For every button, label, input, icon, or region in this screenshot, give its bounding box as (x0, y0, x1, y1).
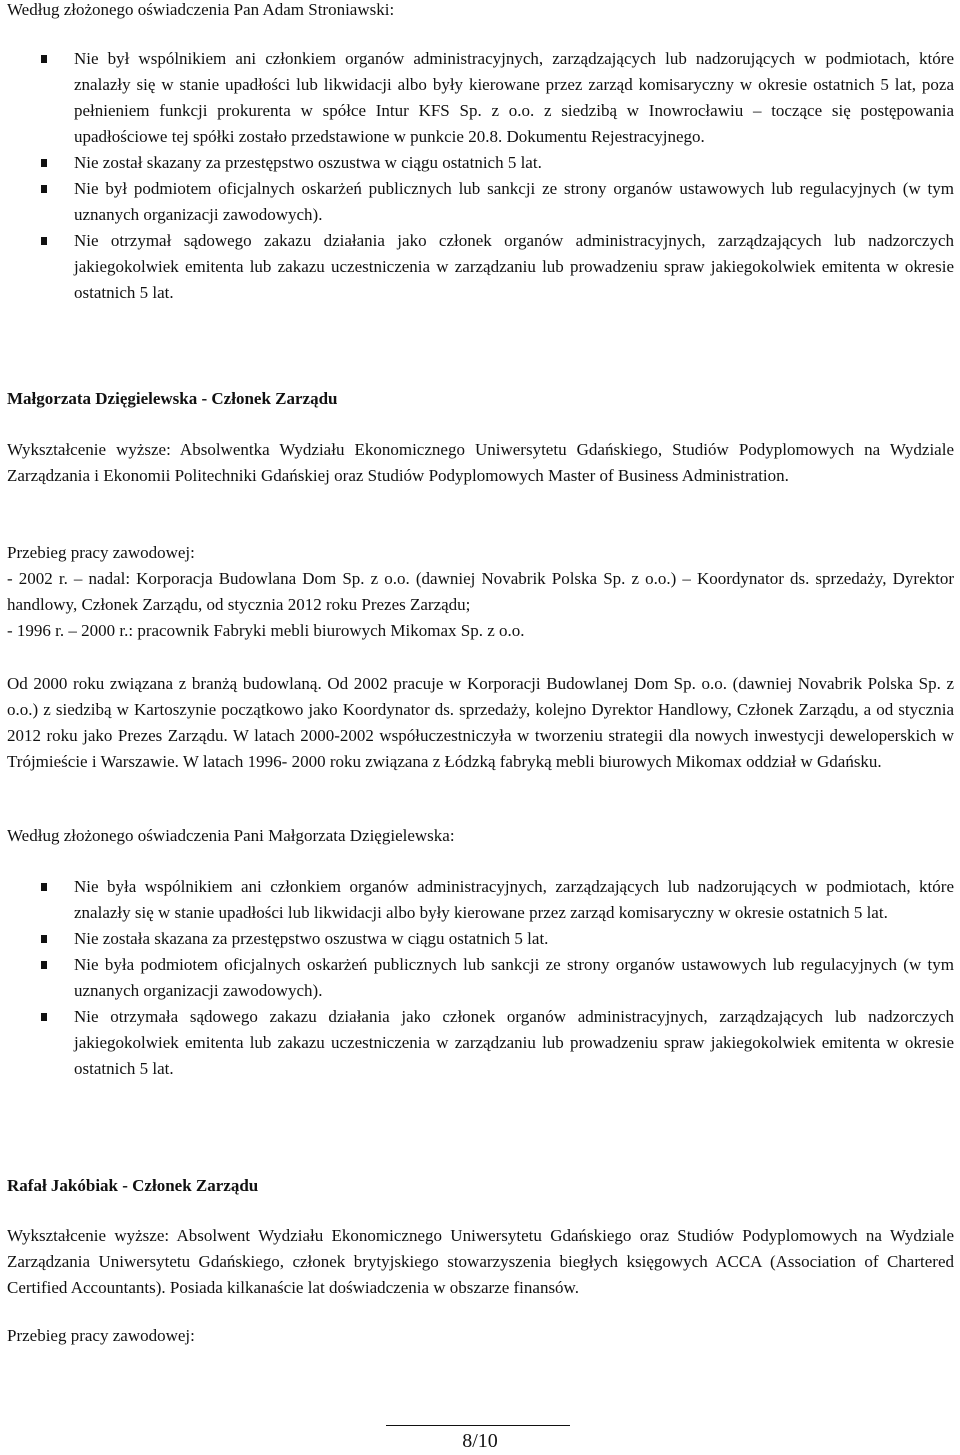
statement-intro-stroniawski: Według złożonego oświadczenia Pan Adam Stroniawski: (7, 0, 395, 19)
section-heading-dziegielewska: Małgorzata Dzięgielewska - Członek Zarządu (7, 389, 338, 408)
list-item: Nie była wspólnikiem ani członkiem organów administracyjnych, zarządzających lub nadzorujących w podmiotach, które znalazły się w stanie upadłości lub likwidacji albo były kierowane przez zarząd komisaryczny w okresie ostatnich 5 lat. (7, 874, 954, 926)
list-item: Nie został skazany za przestępstwo oszustwa w ciągu ostatnich 5 lat. (7, 150, 954, 176)
education-jakobiak: Wykształcenie wyższe: Absolwent Wydziału Ekonomicznego Uniwersytetu Gdańskiego oraz Studiów Podyplomowych na Wydziale Zarządzania Uniwersytetu Gdańskiego, członek brytyjskiego stowarzyszenia biegłych księgowych ACCA (Association of Chartered Certified Accountants). Posiada kilkanaście lat doświadczenia w obszarze finansów. (7, 1226, 954, 1297)
section-heading-jakobiak: Rafał Jakóbiak - Członek Zarządu (7, 1176, 259, 1195)
list-item: Nie była podmiotem oficjalnych oskarżeń publicznych lub sankcji ze strony organów ustawowych lub regulacyjnych (w tym uznanych organizacji zawodowych). (7, 952, 954, 1004)
career-line-2002: - 2002 r. – nadal: Korporacja Budowlana Dom Sp. z o.o. (dawniej Novabrik Polska Sp. z o.o.) – Koordynator ds. sprzedaży, Dyrektor handlowy, Członek Zarządu, od stycznia 2012 roku Prezes Zarządu; (7, 569, 954, 614)
statement-intro-dziegielewska: Według złożonego oświadczenia Pani Małgorzata Dzięgielewska: (7, 826, 455, 845)
list-item: Nie był wspólnikiem ani członkiem organów administracyjnych, zarządzających lub nadzorujących w podmiotach, które znalazły się w stanie upadłości lub likwidacji albo były kierowane przez zarząd komisaryczny w okresie ostatnich 5 lat, poza pełnieniem funkcji prokurenta w spółce Intur KFS Sp. z o.o. z siedzibą w Inowrocławiu – toczące się postępowania upadłościowe tej spółki zostało przedstawione w punkcie 20.8. Dokumentu Rejestracyjnego. (7, 46, 954, 150)
career-label-dziegielewska: Przebieg pracy zawodowej: (7, 543, 195, 562)
statement-list-stroniawski (7, 46, 954, 306)
footer-divider (386, 1425, 570, 1426)
list-item: Nie została skazana za przestępstwo oszustwa w ciągu ostatnich 5 lat. (7, 926, 954, 952)
list-item: Nie był podmiotem oficjalnych oskarżeń publicznych lub sankcji ze strony organów ustawowych lub regulacyjnych (w tym uznanych organizacji zawodowych). (7, 176, 954, 228)
bio-dziegielewska: Od 2000 roku związana z branżą budowlaną. Od 2002 pracuje w Korporacji Budowlanej Dom Sp. o.o. (dawniej Novabrik Polska Sp. z o.o.) z siedzibą w Kartoszynie początkowo jako Koordynator ds. sprzedaży, kolejno Dyrektor Handlowy, Członek Zarządu, a od stycznia 2012 roku jako Prezes Zarządu. W latach 2000-2002 współuczestniczyła w tworzeniu strategii dla nowych inwestycji deweloperskich w Trójmieście i Warszawie. W latach 1996- 2000 roku związana z Łódzką fabryką mebli biurowych Mikomax oddział w Gdańsku. (7, 674, 954, 771)
list-item: Nie otrzymał sądowego zakazu działania jako członek organów administracyjnych, zarządzających lub nadzorczych jakiegokolwiek emitenta lub zakazu uczestniczenia w zarządzaniu lub prowadzeniu spraw jakiegokolwiek emitenta w okresie ostatnich 5 lat. (7, 228, 954, 306)
statement-list-dziegielewska (7, 874, 954, 1082)
career-label-jakobiak: Przebieg pracy zawodowej: (7, 1326, 195, 1345)
education-dziegielewska: Wykształcenie wyższe: Absolwentka Wydziału Ekonomicznego Uniwersytetu Gdańskiego, Studiów Podyplomowych na Wydziale Zarządzania i Ekonomii Politechniki Gdańskiej oraz Studiów Podyplomowych Master of Business Administration. (7, 440, 954, 485)
career-line-1996: - 1996 r. – 2000 r.: pracownik Fabryki mebli biurowych Mikomax Sp. z o.o. (7, 621, 525, 640)
page-number: 8/10 (462, 1430, 498, 1452)
list-item: Nie otrzymała sądowego zakazu działania jako członek organów administracyjnych, zarządzających lub nadzorczych jakiegokolwiek emitenta lub zakazu uczestniczenia w zarządzaniu lub prowadzeniu spraw jakiegokolwiek emitenta w okresie ostatnich 5 lat. (7, 1004, 954, 1082)
